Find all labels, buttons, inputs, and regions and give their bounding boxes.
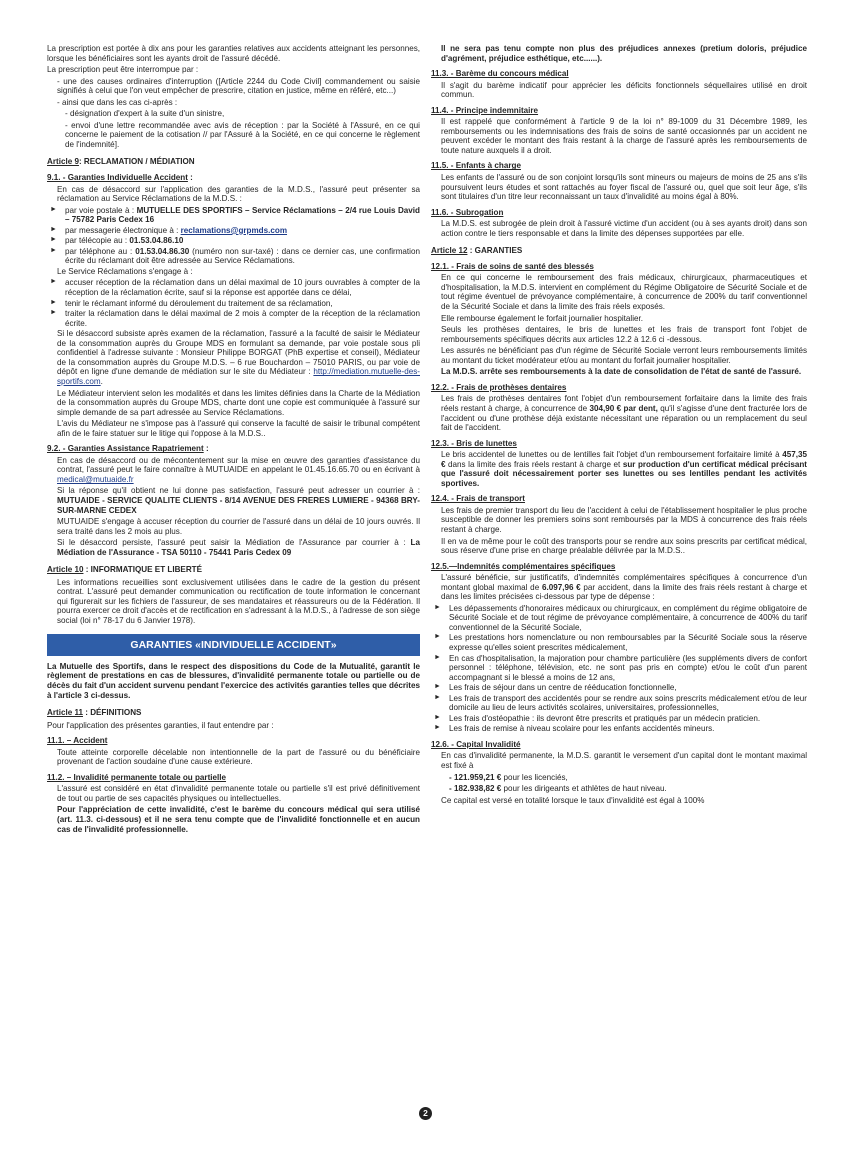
phone-number: 01.53.04.86.30 [135,246,190,256]
commitment-2-text: tenir le réclamant informé du déroulement du traitement de sa réclamation, [65,298,333,308]
interruption-case-2: - envoi d'une lettre recommandée avec avis de réception : par la Société à l'Assuré, en ce qui concerne le paiement de la cotisation // par l'Assuré à la Société, en ce qui concerne le règlement de l'indemnité]. [65,120,420,149]
section-12-4-label: 12.4. - Frais de transport [431,494,526,504]
article-11-intro: Pour l'application des présentes garanties, il faut entendre par : [47,720,274,730]
arrow-bullet-icon: ► [50,309,57,317]
right-column [431,44,807,807]
section-12-1-label: 12.1. - Frais de soins de santé des blessés [431,261,594,271]
dental-text-c: qu'il s'agisse d'une dent fracturée lors de l'accident ou d'une prothèse déjà existante nécessitant une réparation ou un remplacement du seul fait de l'accident. [441,403,807,433]
arrow-bullet-icon: ► [434,724,441,732]
section-9-2-heading [47,444,420,454]
section-11-3-heading [431,69,807,79]
section-12-4-heading [431,494,807,504]
reclamations-email-link[interactable]: reclamations@grpmds.com [180,225,288,235]
section-9-2-colon: : [203,444,209,454]
section-11-1-label: 11.1. – Accident [47,736,108,746]
commitment-1-text: accuser réception de la réclamation dans un délai maximal de 10 jours ouvrables à compter de la réception de la réclamation écrite, sauf si la réponse est apportée dans ce délai, [65,278,420,298]
section-11-5-label: 11.5. - Enfants à charge [431,161,521,171]
section-11-2-label: 11.2. – Invalidité permanente totale ou partielle [47,772,227,782]
assistance-complaint-text: En cas de désaccord ou de mécontentement sur la mise en œuvre des garanties d'assistance du contrat, l'assuré peut le faire connaître à MUTUAIDE en appelant le 01.45.16.65.70 ou en écrivant à [57,455,420,475]
commitment-3-text: traiter la réclamation dans le délai maximal de 2 mois à compter de la réception de la réclamation écrite. [65,309,420,328]
postal-address: MUTUELLE DES SPORTIFS – Service Réclamations – 2/4 rue Louis David – 75782 Paris Cedex 16 [65,205,420,225]
section-12-1-text-1: En ce qui concerne le remboursement des frais médicaux, chirurgicaux, pharmaceutiques et d'hospitalisation, la M.D.S. intervient en complément du Régime Obligatoire de Sécurité Sociale et de tout régime éventuel de prévoyance complémentaire, à concurrence de 200% du tarif conventionnel de la Sécurité Sociale et dans la limite des frais réels exposés. [441,273,807,312]
bullet-postal-text: par voie postale à : [65,205,137,215]
section-12-4-text-1: Les frais de premier transport du lieu de l'accident à celui de l'établissement hospitalier le plus proche susceptible de donner les premiers soins sont remboursés par la MDS à concurrence des frais réels restant à charge. [441,505,807,534]
invalidity-definition: L'assuré est considéré en état d'invalidité permanente totale ou partielle s'il est privé définitivement de tout ou partie de ses capacités physiques ou intellectuelles. [57,784,420,803]
interruption-cause-1: - une des causes ordinaires d'interruption ([Article 2244 du Code Civil] commandement ou saisie signifiés à celui que l'on veut empêcher de prescrire, citation en justice, même en référé, etc...) [57,76,420,96]
mediator-paragraph-end: . [100,376,103,386]
mutuaide-address: MUTUAIDE - SERVICE QUALITE CLIENTS - 8/14 AVENUE DES FRERES LUMIERE - 94368 BRY-SUR-MARNE CEDEX [57,495,420,515]
mediator-paragraph-text: Si le désaccord subsiste après examen de la réclamation, l'assuré a la faculté de saisir le Médiateur de la consommation auprès du Groupe MDS en formulant sa demande, par voie postale sous pli confidentiel à l'adresse suivante : Monsieur Philippe BORGAT (PhB expertise et conseil), Médiateur de la consommation auprès du Groupe M.D.S. – 6 rue Bouchardon – 75010 PARIS, ou par voie de dépôt en ligne d'une demande de médiation sur le site du Médiateur : [57,329,420,377]
commitment-3 [47,309,420,328]
arrow-bullet-icon: ► [50,246,57,254]
complementary-amount: 6.097,96 € [541,582,581,592]
service-commitment-intro: Le Service Réclamations s'engage à : [57,266,193,276]
annex-damages-note: Il ne sera pas tenu compte non plus des préjudices annexes (pretium doloris, préjudice d'agrément, préjudice esthétique, etc......). [441,44,807,63]
insurance-mediation-address: La Médiation de l'Assurance - TSA 50110 - 75441 Paris Cedex 09 [57,538,420,557]
bullet-phone-text: par téléphone au : [65,246,136,256]
arrow-bullet-icon: ► [434,633,441,641]
page-number: 2 [419,1107,432,1120]
section-11-4-heading [431,106,807,116]
mutuaide-address-paragraph [47,486,420,515]
section-12-6-text: En cas d'invalidité permanente, la M.D.S. garantit le versement d'un capital dont le montant maximal est fixé à [441,751,807,770]
section-11-6-heading [431,208,807,218]
section-12-3-label: 12.3. - Bris de lunettes [431,438,517,448]
section-9-1-heading [47,173,420,183]
mediator-site-link[interactable]: http://mediation.mutuelle-des-sportifs.com [57,367,420,386]
section-12-2-label: 12.2. - Frais de prothèses dentaires [431,382,567,392]
prescription-interruption: La prescription peut être interrompue par : [47,65,199,75]
arrow-bullet-icon: ► [434,683,441,691]
section-12-5-heading [431,562,807,572]
bullet-phone-note: (numéro non sur-taxé) : dans ce dernier cas, une confirmation écrite du réclamant doit être adressée au Service Réclamations. [65,246,420,266]
mutuaide-address-intro: Si la réponse qu'il obtient ne lui donne pas satisfaction, l'assuré peut adresser un courrier à : [57,486,420,496]
fax-number: 01.53.04.86.10 [129,236,184,246]
article-9-heading [47,157,420,167]
glasses-text-a: Le bris accidentel de lunettes ou de lentilles fait l'objet d'un remboursement forfaitaire limité à [441,450,783,460]
bullet-fax-text: par télécopie au : [65,236,130,246]
insurance-mediation-intro: Si le désaccord persiste, l'assuré peut saisir la Médiation de l'Assurance par courrier à : [57,538,411,548]
article-11-title: : DÉFINITIONS [83,708,142,718]
article-12-heading [431,246,807,256]
mutuaide-commitment: MUTUAIDE s'engage à accuser réception du courrier de l'assuré dans un délai de 10 jours ouvrés. Il sera traité dans les 2 mois au plus. [57,517,420,536]
bullet-email-text: par messagerie électronique à : [65,225,181,235]
section-9-1-intro: En cas de désaccord sur l'application des garanties de la M.D.S., l'assuré peut présenter sa réclamation au Service Réclamations de la M.D.S. : [57,184,420,204]
list-item [431,714,807,724]
dental-amount: 304,90 € par dent, [589,403,658,413]
interruption-cause-2: - ainsi que dans les cas ci-après : [57,97,178,107]
section-12-2-heading [431,383,807,393]
section-12-5-label: 12.5.—Indemnités complémentaires spécifiques [431,561,616,571]
mediator-paragraph [47,329,420,386]
capital-leaders [431,784,807,794]
list-item-text: Les frais de transport des accidentés pour se rendre aux soins prescrits médicalement et/ou de leur domicile au lieu de leurs activités scolaires, universitaires, professionnelles, [449,693,807,713]
list-item [431,683,807,693]
section-banner: GARANTIES «INDIVIDUELLE ACCIDENT» [47,634,420,656]
glasses-amount: 457,35 € [441,450,807,469]
assistance-complaint-paragraph [47,456,420,485]
list-item [431,604,807,633]
capital-licensees [431,773,807,783]
list-item [431,654,807,683]
section-12-6-heading [431,740,807,750]
arrow-bullet-icon: ► [50,278,57,286]
section-11-2-heading [47,773,420,783]
arrow-bullet-icon: ► [434,693,441,701]
section-12-1-text-5: La M.D.S. arrête ses remboursements à la date de consolidation de l'état de santé de l'assuré. [441,367,802,377]
list-item [431,633,807,652]
arrow-bullet-icon: ► [50,236,57,244]
complementary-text-c: par accident, dans la limite des frais réels restant à charge et dans les limites précisées ci-dessous par type de dépense : [441,582,807,602]
guarantee-intro-bold: La Mutuelle des Sportifs, dans le respect des dispositions du Code de la Mutualité, garantit le règlement de prestations en cas de blessures, d'invalidité permanente totale ou partielle ou de décès du fait d'un accident survenu pendant l'exercice des activités garanties telles que décrites à l'article 3 ci-dessus. [47,661,420,700]
section-12-6-label: 12.6. - Capital Invalidité [431,739,521,749]
list-item-text: Les frais d'ostéopathie : ils devront être prescrits et pratiqués par un médecin praticien. [449,713,761,723]
section-12-1-text-4: Les assurés ne bénéficiant pas d'un régime de Sécurité Sociale verront leurs remboursements limités au montant du ticket modérateur et/ou au montant du forfait journalier hospitalier. [441,346,807,365]
capital-leaders-amount: - 182.938,82 € [449,784,502,794]
mediator-charter-paragraph: Le Médiateur intervient selon les modalités et dans les limites définies dans la Charte de la Médiation de la consommation auprès du Groupe MDS, charte dont une copie est communiquée à l'assuré sur simple demande de sa part adressée au Service Réclamations. [57,388,420,417]
section-12-1-heading [431,262,807,272]
list-item-text: En cas d'hospitalisation, la majoration pour chambre particulière (les suppléments divers de confort personnel : téléphone, télévision, etc. ne sont pas pris en compte) et/ou le coût d'un parent accompagnant si le blessé a moins de 12 ans, [449,653,807,682]
dental-text-a: Les frais de prothèses dentaires font l'objet d'un remboursement forfaitaire dans la limite des frais réels restant à charge, à concurrence de [441,394,807,413]
arrow-bullet-icon: ► [50,298,57,306]
article-10-paragraph: Les informations recueillies sont exclusivement utilisées dans le cadre de la gestion du présent contrat. L'assuré peut demander communication ou rectification de toute information le concernant qui figurerait sur les fichiers de l'assureur, de ses mandataires et réassureurs ou de la Fédération. Il pourra exercer ce droit d'accès et de rectification en s'adressant à la M.D.S., à l'adresse de son siège social (loi n° 78-17 du 6 Janvier 1978). [57,577,420,625]
list-item [431,724,807,734]
list-item-text: Les frais de séjour dans un centre de rééducation fonctionnelle, [449,683,677,693]
section-11-4-label: 11.4. - Principe indemnitaire [431,105,539,115]
section-11-5-text: Les enfants de l'assuré ou de son conjoint lorsqu'ils sont mineurs ou majeurs de moins de 25 ans s'ils poursuivent leurs études et sont rattachés au foyer fiscal de l'assuré ou, quel que soit leur âge, s'ils sont titulaires d'un titre leur reconnaissant un taux d'invalidité au moins égal à 80%. [441,173,807,202]
capital-leaders-text: pour les dirigeants et athlètes de haut niveau. [501,784,667,794]
arrow-bullet-icon: ► [434,713,441,721]
glasses-condition: sur production d'un certificat médical précisant que l'assuré doit nécessairement porter ses lunettes ou ses lentilles pendant les activités sportives. [441,459,807,488]
list-item-text: Les dépassements d'honoraires médicaux ou chirurgicaux, en complément du régime obligatoire de Sécurité Sociale et de tout régime de prévoyance complémentaire, à concurrence de 400% du tarif conventionnel de la Sécurité Sociale, [449,603,807,632]
mutuaide-email-link[interactable]: medical@mutuaide.fr [57,474,134,484]
arrow-bullet-icon: ► [434,653,441,661]
capital-licensees-text: pour les licenciés, [501,772,568,782]
article-10-title: : INFORMATIQUE ET LIBERTÉ [83,565,203,575]
left-column [47,44,420,836]
article-11-label: Article 11 [47,708,83,718]
list-item-text: Les frais de remise à niveau scolaire pour les enfants accidentés mineurs. [449,724,715,734]
prescription-paragraph: La prescription est portée à dix ans pour les garanties relatives aux accidents atteignant les personnes, lorsque les bénéficiaires sont les ayants droit de l'assuré décédé. [47,44,420,63]
bullet-email [47,226,420,236]
section-11-3-label: 11.3. - Barème du concours médical [431,69,569,79]
section-12-4-text-2: Il en va de même pour le coût des transports pour se rendre aux soins prescrits par certificat médical, sous réserve d'une prise en charge préalable délivrée par la M.D.S.. [441,536,807,556]
section-12-2-text [431,394,807,432]
section-12-1-text-3: Seuls les prothèses dentaires, le bris de lunettes et les frais de transport font l'objet de remboursements spécifiques décrits aux articles 12.2 à 12.6 ci -dessous. [441,325,807,344]
bullet-postal [47,206,420,225]
section-11-4-text: Il est rappelé que conformément à l'article 9 de la loi n° 89-1009 du 31 Décembre 1989, les remboursements ou les indemnisations des frais de soins de santé occasionnés par un accident ne peuvent excéder le montant des frais restant à la charge de l'assuré après les remboursements de toute nature auxquels il a droit. [441,117,807,155]
insurance-mediation-paragraph [47,538,420,557]
section-12-1-text-2: Elle rembourse également le forfait journalier hospitalier. [441,313,643,323]
invalidity-assessment: Pour l'appréciation de cette invalidité, c'est le barème du concours médical qui sera utilisé (art. 11.3. ci-dessous) et il ne sera tenu compte que de l'invalidité fonctionnelle et en aucun cas de l'invalidité professionnelle. [57,805,420,834]
arrow-bullet-icon: ► [434,603,441,611]
section-9-1-label: 9.1. - Garanties Individuelle Accident [47,173,188,183]
bullet-fax [47,236,420,246]
section-11-5-heading [431,161,807,171]
article-12-title: : GARANTIES [467,246,523,256]
article-12-label: Article 12 [431,246,468,256]
section-11-3-text: Il s'agit du barème indicatif pour apprécier les déficits fonctionnels séquellaires utilisé en droit commun. [441,80,807,100]
glasses-text-c: dans la limite des frais réels restant à charge et [445,459,623,469]
article-9-label: Article 9 [47,157,79,167]
article-11-heading [47,708,420,718]
list-item-text: Les prestations hors nomenclature ou non remboursables par la Sécurité Sociale sous la réserve expresse qu'elles soient prescrites médicalement, [449,633,807,652]
section-11-6-label: 11.6. - Subrogation [431,207,504,217]
commitment-1 [47,278,420,297]
section-9-2-label: 9.2. - Garanties Assistance Rapatriement [47,444,204,454]
complementary-text-a: L'assuré bénéficie, sur justificatifs, d'indemnités complémentaires spécifiques à concurrence d'un montant global maximal de [441,573,807,592]
arrow-bullet-icon: ► [50,205,57,213]
section-11-1-heading [47,736,420,746]
section-12-3-text [431,450,807,488]
list-item [431,694,807,713]
article-9-title: : RECLAMATION / MÉDIATION [78,157,195,167]
section-9-1-colon: : [187,173,193,183]
interruption-case-1: - désignation d'expert à la suite d'un sinistre, [65,109,225,119]
section-12-3-heading [431,439,807,449]
capital-total-note: Ce capital est versé en totalité lorsque le taux d'invalidité est égal à 100% [441,795,705,805]
article-10-heading [47,565,420,575]
arrow-bullet-icon: ► [50,225,57,233]
bullet-phone [47,247,420,266]
mediator-opinion-paragraph: L'avis du Médiateur ne s'impose pas à l'assuré qui conserve la faculté de saisir le tribunal compétent afin de le faire statuer sur le litige qui l'oppose à la M.D.S.. [57,419,420,438]
accident-definition: Toute atteinte corporelle décelable non intentionnelle de la part de l'assuré ou du bénéficiaire provenant de l'action soudaine d'une cause extérieure. [57,747,420,767]
section-11-6-text: La M.D.S. est subrogée de plein droit à l'assuré victime d'un accident (ou à ses ayants droit) dans son action contre le tiers responsable et dans la limite des dépenses supportées par elle. [441,219,807,238]
section-12-5-text [431,573,807,602]
capital-licensees-amount: - 121.959,21 € [449,772,502,782]
article-10-label: Article 10 [47,565,84,575]
commitment-2 [47,299,420,309]
